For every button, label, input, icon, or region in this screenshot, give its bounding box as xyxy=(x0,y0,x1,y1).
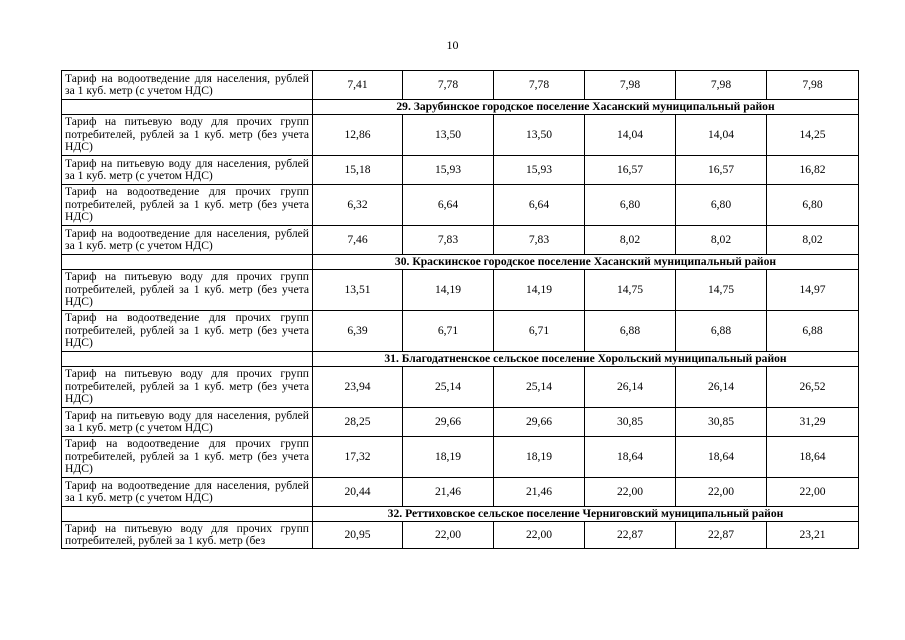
section-header-row xyxy=(62,507,859,522)
tariff-value: 8,02 xyxy=(676,226,767,255)
tariff-value: 6,80 xyxy=(676,185,767,226)
tariff-value: 7,98 xyxy=(676,71,767,100)
tariff-value: 18,19 xyxy=(403,437,494,478)
tariff-value: 22,00 xyxy=(494,522,585,549)
tariff-value: 29,66 xyxy=(403,408,494,437)
tariff-value: 22,87 xyxy=(676,522,767,549)
tariff-row xyxy=(62,156,859,185)
tariff-description: Тариф на питьевую воду для прочих групп потребителей, рублей за 1 куб. метр (без xyxy=(62,522,313,549)
tariff-value: 28,25 xyxy=(313,408,403,437)
tariff-table-body xyxy=(62,71,859,549)
tariff-value: 6,80 xyxy=(767,185,859,226)
tariff-value: 31,29 xyxy=(767,408,859,437)
tariff-row xyxy=(62,185,859,226)
tariff-description: Тариф на питьевую воду для прочих групп потребителей, рублей за 1 куб. метр (без учета НДС) xyxy=(62,115,313,156)
tariff-value: 6,88 xyxy=(585,311,676,352)
tariff-value: 8,02 xyxy=(585,226,676,255)
tariff-value: 23,21 xyxy=(767,522,859,549)
section-title: 31. Благодатненское сельское поселение Хорольский муниципальный район xyxy=(313,352,859,367)
tariff-value: 17,32 xyxy=(313,437,403,478)
tariff-value: 14,25 xyxy=(767,115,859,156)
tariff-value: 7,98 xyxy=(585,71,676,100)
tariff-value: 14,97 xyxy=(767,270,859,311)
tariff-row xyxy=(62,115,859,156)
tariff-value: 12,86 xyxy=(313,115,403,156)
section-title: 29. Зарубинское городское поселение Хасанский муниципальный район xyxy=(313,100,859,115)
section-title: 30. Краскинское городское поселение Хасанский муниципальный район xyxy=(313,255,859,270)
tariff-value: 16,57 xyxy=(585,156,676,185)
section-header-row xyxy=(62,255,859,270)
section-blank-cell xyxy=(62,507,313,522)
tariff-value: 6,32 xyxy=(313,185,403,226)
section-header-row xyxy=(62,352,859,367)
tariff-value: 21,46 xyxy=(403,478,494,507)
tariff-value: 22,00 xyxy=(676,478,767,507)
tariff-value: 6,71 xyxy=(403,311,494,352)
tariff-value: 18,64 xyxy=(676,437,767,478)
tariff-value: 16,57 xyxy=(676,156,767,185)
tariff-row xyxy=(62,522,859,549)
tariff-value: 13,50 xyxy=(403,115,494,156)
tariff-value: 6,71 xyxy=(494,311,585,352)
tariff-value: 20,44 xyxy=(313,478,403,507)
tariff-value: 6,64 xyxy=(494,185,585,226)
tariff-value: 22,00 xyxy=(585,478,676,507)
tariff-value: 7,78 xyxy=(403,71,494,100)
tariff-description: Тариф на водоотведение для населения, рублей за 1 куб. метр (с учетом НДС) xyxy=(62,226,313,255)
tariff-value: 18,64 xyxy=(585,437,676,478)
tariff-value: 16,82 xyxy=(767,156,859,185)
tariff-description: Тариф на водоотведение для прочих групп потребителей, рублей за 1 куб. метр (без учета НДС) xyxy=(62,437,313,478)
tariff-description: Тариф на водоотведение для прочих групп потребителей, рублей за 1 куб. метр (без учета НДС) xyxy=(62,311,313,352)
tariff-value: 18,64 xyxy=(767,437,859,478)
tariff-value: 30,85 xyxy=(585,408,676,437)
section-header-row xyxy=(62,100,859,115)
tariff-description: Тариф на водоотведение для населения, рублей за 1 куб. метр (с учетом НДС) xyxy=(62,71,313,100)
tariff-row xyxy=(62,71,859,100)
section-title: 32. Реттиховское сельское поселение Черниговский муниципальный район xyxy=(313,507,859,522)
tariff-value: 22,87 xyxy=(585,522,676,549)
tariff-row xyxy=(62,478,859,507)
tariff-description: Тариф на водоотведение для населения, рублей за 1 куб. метр (с учетом НДС) xyxy=(62,478,313,507)
tariff-value: 14,19 xyxy=(403,270,494,311)
tariff-value: 26,52 xyxy=(767,367,859,408)
tariff-value: 8,02 xyxy=(767,226,859,255)
tariff-value: 6,64 xyxy=(403,185,494,226)
section-blank-cell xyxy=(62,255,313,270)
tariff-value: 7,46 xyxy=(313,226,403,255)
tariff-value: 14,19 xyxy=(494,270,585,311)
tariff-value: 6,39 xyxy=(313,311,403,352)
tariff-value: 14,75 xyxy=(676,270,767,311)
tariff-value: 23,94 xyxy=(313,367,403,408)
tariff-value: 7,41 xyxy=(313,71,403,100)
tariff-value: 7,83 xyxy=(494,226,585,255)
tariff-row xyxy=(62,437,859,478)
tariff-value: 29,66 xyxy=(494,408,585,437)
tariff-value: 25,14 xyxy=(403,367,494,408)
tariff-row xyxy=(62,311,859,352)
tariff-value: 18,19 xyxy=(494,437,585,478)
tariff-value: 30,85 xyxy=(676,408,767,437)
tariff-row xyxy=(62,408,859,437)
tariff-value: 26,14 xyxy=(676,367,767,408)
tariff-value: 13,51 xyxy=(313,270,403,311)
tariff-description: Тариф на водоотведение для прочих групп потребителей, рублей за 1 куб. метр (без учета НДС) xyxy=(62,185,313,226)
tariff-value: 15,93 xyxy=(494,156,585,185)
tariff-value: 21,46 xyxy=(494,478,585,507)
tariff-value: 6,88 xyxy=(767,311,859,352)
tariff-description: Тариф на питьевую воду для прочих групп потребителей, рублей за 1 куб. метр (без учета НДС) xyxy=(62,270,313,311)
tariff-value: 26,14 xyxy=(585,367,676,408)
tariff-value: 14,04 xyxy=(585,115,676,156)
tariff-value: 15,18 xyxy=(313,156,403,185)
tariff-value: 13,50 xyxy=(494,115,585,156)
tariff-row xyxy=(62,270,859,311)
tariff-value: 20,95 xyxy=(313,522,403,549)
tariff-description: Тариф на питьевую воду для прочих групп потребителей, рублей за 1 куб. метр (без учета НДС) xyxy=(62,367,313,408)
tariff-value: 22,00 xyxy=(767,478,859,507)
page-number: 10 xyxy=(446,38,459,52)
tariff-value: 25,14 xyxy=(494,367,585,408)
tariff-value: 6,88 xyxy=(676,311,767,352)
tariff-value: 15,93 xyxy=(403,156,494,185)
tariff-row xyxy=(62,367,859,408)
tariff-description: Тариф на питьевую воду для населения, рублей за 1 куб. метр (с учетом НДС) xyxy=(62,156,313,185)
tariff-description: Тариф на питьевую воду для населения, рублей за 1 куб. метр (с учетом НДС) xyxy=(62,408,313,437)
tariff-value: 7,83 xyxy=(403,226,494,255)
tariff-value: 14,75 xyxy=(585,270,676,311)
tariff-row xyxy=(62,226,859,255)
section-blank-cell xyxy=(62,100,313,115)
section-blank-cell xyxy=(62,352,313,367)
tariff-value: 22,00 xyxy=(403,522,494,549)
tariff-table xyxy=(61,70,859,549)
tariff-value: 6,80 xyxy=(585,185,676,226)
tariff-value: 14,04 xyxy=(676,115,767,156)
tariff-value: 7,78 xyxy=(494,71,585,100)
tariff-value: 7,98 xyxy=(767,71,859,100)
